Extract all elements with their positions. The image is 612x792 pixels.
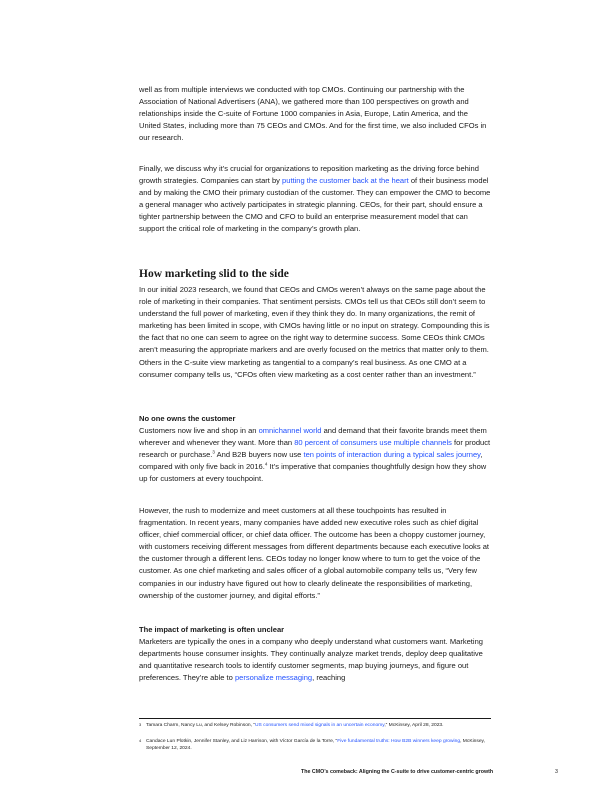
footnote-3 xyxy=(139,722,491,729)
subsection-1 xyxy=(139,413,491,486)
running-footer-title: The CMO’s comeback: Aligning the C-suite to drive customer-centric growth xyxy=(301,769,494,775)
subheading-impact-unclear: The impact of marketing is often unclear xyxy=(139,625,285,634)
footnote-ref-4[interactable]: 4 xyxy=(264,461,268,467)
section-paragraph-1: In our initial 2023 research, we found that CEOs and CMOs weren’t always on the same page about the role of marketing in their companies. That sentiment persists. CMOs tell us that CEOs still don’t seem to understand the full power of marketing, even if they think they do. In many organizations, the remit of marketing has been limited in scope, with CMOs having little or no input on strategy. Compounding this is the fact that no one can seem to agree on the right way to determine success. Some CEOs think CMOs aren’t measuring the appropriate markers and are overly focused on the metrics that matter only to them. Others in the C-suite view marketing as tangential to a company’s real business. As one CMO at a consumer company tells us, “CFOs often view marketing as a cost center rather than an investment.” xyxy=(139,285,490,379)
footnote-number: 4 xyxy=(139,738,142,743)
footnote-ref-3[interactable]: 3 xyxy=(212,449,215,455)
text: Tamara Charm, Nancy Lu, and Kelsey Robinson, “ xyxy=(146,723,256,728)
text: It’s imperative that companies thoughtfully design how they show up for customers at every touchpoint. xyxy=(139,462,487,484)
text: Marketers are typically the ones in a company who deeply understand what customers want. Marketing departments house consumer insights. They continually analyze market trends, deploy deep qualitative and quantitative research tools to identify customer segments, map buying journeys, and figure out preferences. They’re able to xyxy=(139,637,483,683)
subsection-2 xyxy=(139,624,491,684)
subsection-1-paragraph-2: However, the rush to modernize and meet customers at all these touchpoints has resulted in fragmentation. In recent years, many companies have added new executive roles such as chief digital officer, chief commercial officer, or chief data officer. The outcome has been a choppy customer journey, with customers receiving different messages from different departments because each executive looks at the customer through a different lens. CEOs today no longer know where to turn to get the voice of the customer. As one chief marketing and sales officer of a global automobile company tells us, “Very few companies in our industry have figured out how to clearly delineate the responsibilities of marketing, ownership of the customer journey, and digital efforts.” xyxy=(139,506,489,600)
footnote-link-five-truths[interactable]: Five fundamental truths: How B2B winners keep growing xyxy=(337,739,461,744)
text: Customers now live and shop in an xyxy=(139,426,259,436)
intro-paragraph-2 xyxy=(139,163,491,236)
footnote-4 xyxy=(139,738,491,753)
link-customer-heart[interactable]: putting the customer back at the heart xyxy=(282,176,409,186)
footnote-link-us-consumers[interactable]: US consumers send mixed signals in an uncertain economy xyxy=(255,723,385,728)
text: , reaching xyxy=(312,673,346,683)
text: for product research or purchase. xyxy=(139,438,491,460)
text: of their business model and by making the CMO their primary custodian of the customer. They can empower the CMO to become a general manager who actively participates in strategic planning. CEOs, for their part, should ensure a tighter partnership between the CMO and CFO to build an enterprise measurement model that can support the critical role of marketing in the company’s growth plan. xyxy=(139,176,491,234)
footnote-divider xyxy=(139,718,491,719)
subheading-no-one-owns: No one owns the customer xyxy=(139,414,236,423)
link-ten-points-interaction[interactable]: ten points of interaction during a typical sales journey xyxy=(303,450,481,460)
text: Candace Lun Plotkin, Jennifer Stanley, and Liz Harrison, with Víctor García de la Torre, “ xyxy=(146,739,338,744)
link-personalize-messaging[interactable]: personalize messaging xyxy=(234,673,313,683)
text: , McKinsey, September 12, 2024. xyxy=(146,739,485,752)
section-heading: How marketing slid to the side xyxy=(139,268,289,280)
text: And B2B buyers now use xyxy=(214,450,304,460)
text: Finally, we discuss why it’s crucial for organizations to reposition marketing as the driving force behind growth strategies. Companies can start by xyxy=(139,164,479,186)
intro-paragraph-1: well as from multiple interviews we conducted with top CMOs. Continuing our partnership with the Association of National Advertisers (ANA), we gathered more than 100 perspectives on growth and relationships inside the C-suite of Fortune 1000 companies in Asia, Europe, Latin America, and the United States, including more than 75 CEOs and CMOs. And for the first time, we also included CFOs in our research. xyxy=(139,85,487,143)
text: and demand that their favorite brands meet them wherever and whenever they want. More than xyxy=(139,426,487,448)
link-80-percent-consumers[interactable]: 80 percent of consumers use multiple channels xyxy=(294,438,452,448)
link-omnichannel-world[interactable]: omnichannel world xyxy=(258,426,322,436)
text: ,” McKinsey, April 28, 2023. xyxy=(384,723,444,728)
text: , compared with only five back in 2016. xyxy=(139,450,483,472)
page-number: 3 xyxy=(555,769,558,775)
footnote-number: 3 xyxy=(139,722,142,727)
